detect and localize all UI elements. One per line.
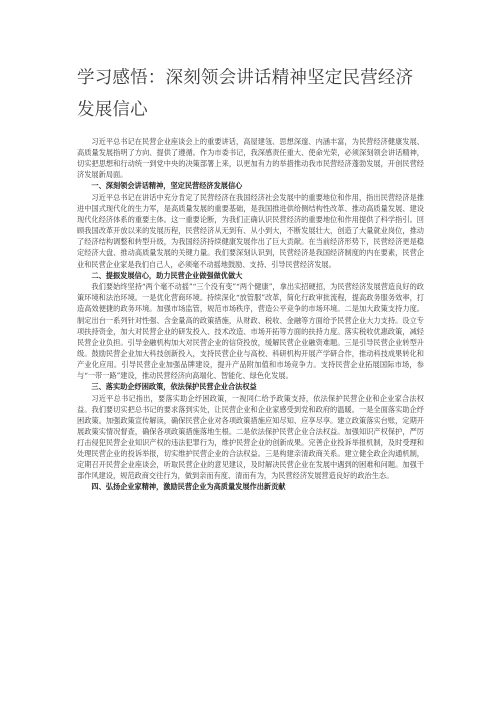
document-body: [77, 136, 424, 493]
body-paragraph: 习近平总书记在民营企业座谈会上的重要讲话，高屋建瓴、思想深邃、内涵丰富，为民营经济健康发展、高质量发展指明了方向、提供了遵循。作为市委书记，我深感责任重大、使命光荣，必须深刻领会讲话精神，切实把思想和行动统一到党中央的决策部署上来，以更加有力的举措推动我市民营经济蓬勃发展，开创民营经济发展新局面。: [77, 137, 424, 180]
body-paragraph: 习近平总书记在讲话中充分肯定了民营经济在我国经济社会发展中的重要地位和作用，指出民营经济是推进中国式现代化的生力军，是高质量发展的重要基础，是我国推进供给侧结构性改革、推动高质量发展、建设现代化经济体系的重要主体。这一重要论断，为我们正确认识民营经济的重要地位和作用提供了科学指引。回顾我国改革开放以来的发展历程，民营经济从无到有、从小到大，不断发展壮大，创造了大量就业岗位，推动了经济结构调整和转型升级，为我国经济持续健康发展作出了巨大贡献。在当前经济形势下，民营经济更是稳定经济大盘、推动高质量发展的关键力量。我们要深刻认识到，民营经济是我国经济制度的内在要素，民营企业和民营企业家是我们自己人，必须毫不动摇地鼓励、支持、引导民营经济发展。: [77, 192, 424, 269]
section-heading: 二、提振发展信心，助力民营企业做强做优做大: [91, 270, 243, 280]
section-heading: 三、落实助企纾困政策，依法保护民营企业合法权益: [91, 382, 257, 392]
body-paragraph: 习近平总书记指出，要落实助企纾困政策，一视同仁给予政策支持，依法保护民营企业和企业家合法权益。我们要切实把总书记的要求落到实处，让民营企业和企业家感受到党和政府的温暖。一是全面落实助企纾困政策。加强政策宣传解读，确保民营企业对各项政策措施应知尽知、应享尽享。建立政策落实台账，定期开展政策实情况督查，确保各项政策措施落地生根。二是依法保护民营企业合法权益。加强知识产权保护，严厉打击侵犯民营企业知识产权的违法犯罪行为，维护民营企业的创新成果。完善企业投诉举报机制，及时受理和处理民营企业的投诉举报，切实维护民营企业的合法权益。三是构建亲清政商关系。建立健全政企沟通机制，定期召开民营企业座谈会，听取民营企业的意见建议，及时解决民营企业在发展中遇到的困难和问题。加强干部作风建设，规范政商交往行为，做到亲而有度、清而有为，为民营经济发展营造良好的政治生态。: [77, 393, 424, 481]
section-heading: 四、弘扬企业家精神，激励民营企业为高质量发展作出新贡献: [91, 482, 286, 492]
body-paragraph: 我们要始终坚持“两个毫不动摇”“三个没有变”“两个健康”，拿出实招硬招，为民营经济发展营造良好的政策环境和法治环境。一是优化营商环境。持续深化“放管服”改革，简化行政审批流程，提高政务服务效率，打造高效便捷的政务环境。加强市场监管，规范市场秩序，营造公平竞争的市场环境。二是加大政策支持力度。制定出台一系列针对性强、含金量高的政策措施，从财政、税收、金融等方面给予民营企业大力支持。设立专项扶持资金，加大对民营企业的研发投入、技术改造、市场开拓等方面的扶持力度。落实税收优惠政策，减轻民营企业负担。引导金融机构加大对民营企业的信贷投放，缓解民营企业融资难题。三是引导民营企业转型升级。鼓励民营企业加大科技创新投入，支持民营企业与高校、科研机构开展产学研合作，推动科技成果转化和产业化应用。引导民营企业加强品牌建设，提升产品附加值和市场竞争力。支持民营企业拓展国际市场，参与“一带一路”建设，推动民营经济向高端化、智能化、绿色化发展。: [77, 282, 424, 380]
document-title: 学习感悟：深刻领会讲话精神坚定民营经济发展信心: [77, 68, 414, 120]
section-heading: 一、深刻领会讲话精神，坚定民营经济发展信心: [91, 181, 243, 191]
